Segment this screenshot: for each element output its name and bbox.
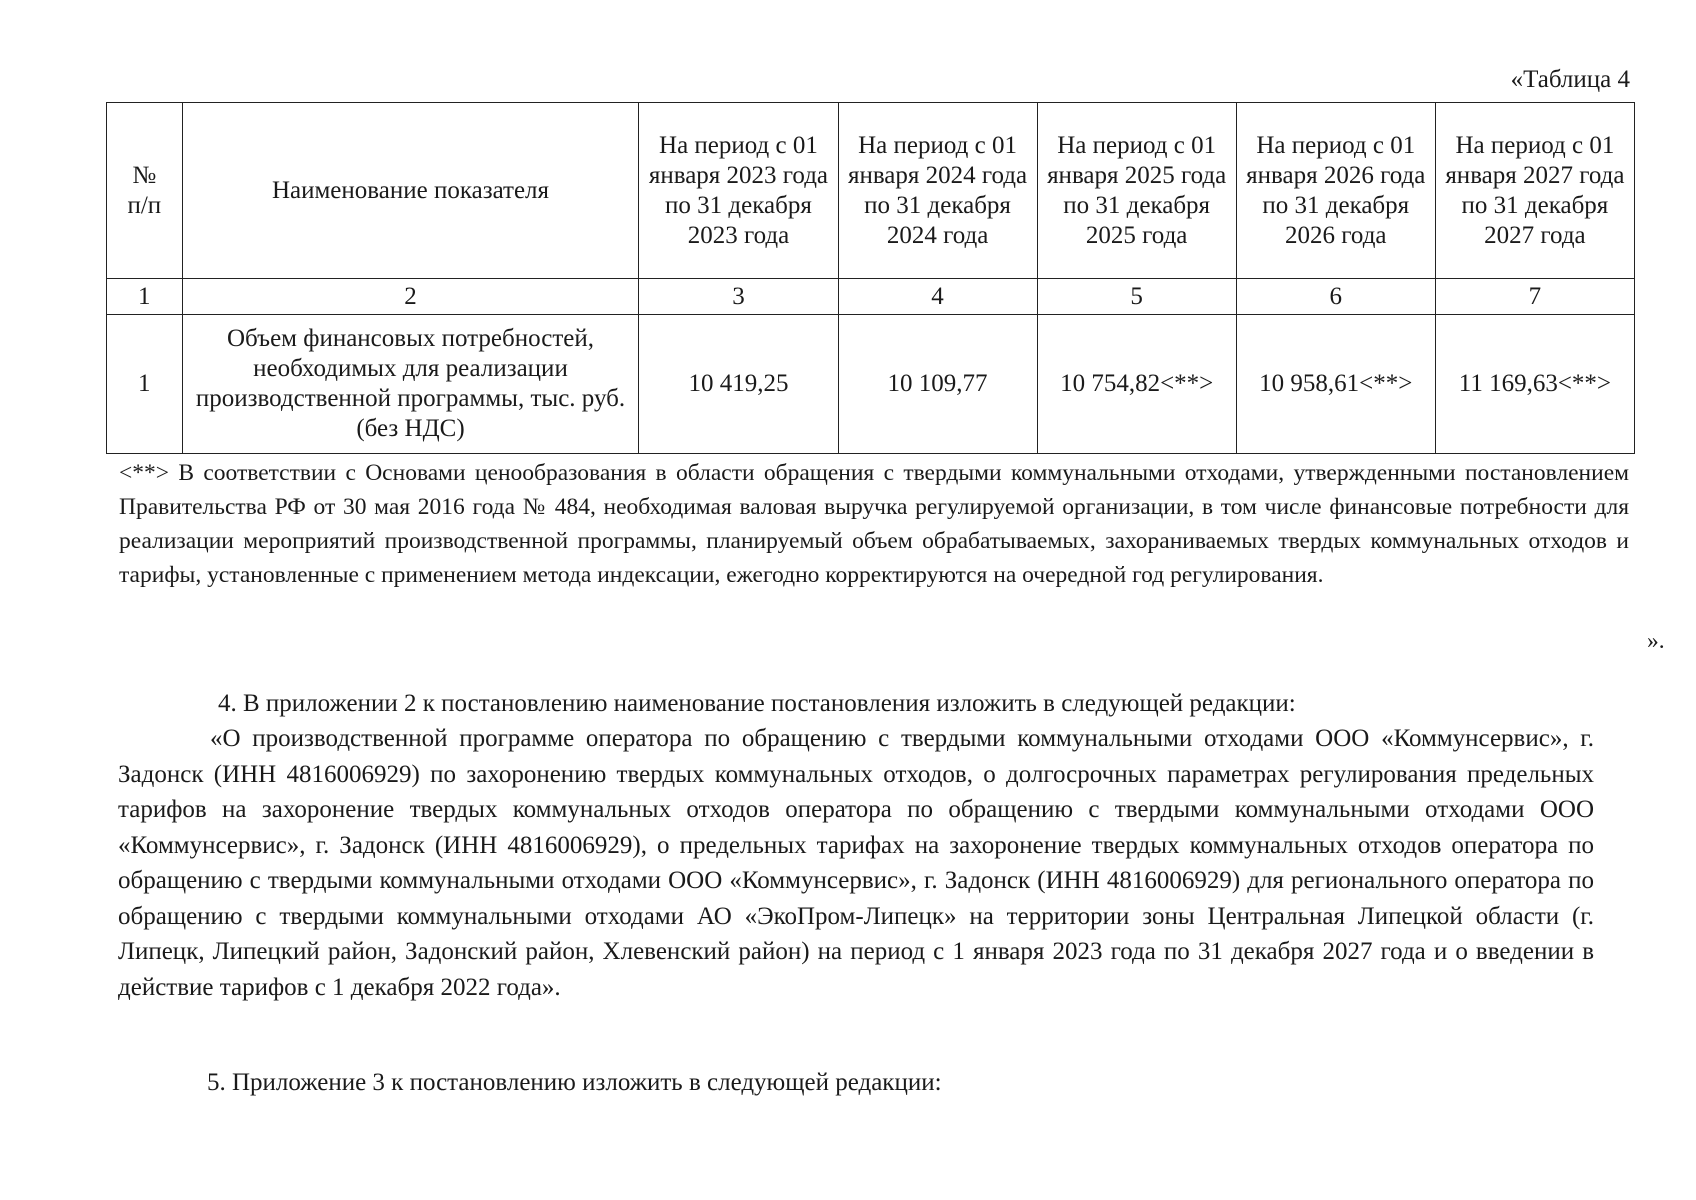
column-number: 1 [107, 279, 183, 315]
paragraph-4-quote: «О производственной программе оператора по обращению с твердыми коммунальными отходами ООО «Коммунсервис», г. Задонск (ИНН 4816006929) по захоронению твердых коммунальных отходов, о долгосрочных параметрах регулирования предельных тарифов на захоронение твердых коммунальных отходов оператора по обращению с твердыми коммунальными отходами ООО «Коммунсервис», г. Задонск (ИНН 4816006929), о предельных тарифах на захоронение твердых коммунальных отходов оператора по обращению с твердыми коммунальными отходами ООО «Коммунсервис», г. Задонск (ИНН 4816006929) для регионального оператора по обращению с твердыми коммунальными отходами АО «ЭкоПром-Липецк» на территории зоны Центральная Липецкой области (г. Липецк, Липецкий район, Задонский район, Хлевенский район) на период с 1 января 2023 года по 31 декабря 2027 года и о введении в действие тарифов с 1 декабря 2022 года». [118, 725, 1594, 1001]
table-label: «Таблица 4 [1510, 66, 1630, 93]
value-2027: 11 169,63<**> [1435, 315, 1634, 454]
header-period-2024: На период с 01 января 2024 года по 31 декабря 2024 года [838, 103, 1037, 279]
header-num: № п/п [107, 103, 183, 279]
value-2023: 10 419,25 [639, 315, 838, 454]
column-number: 6 [1236, 279, 1435, 315]
value-2026: 10 958,61<**> [1236, 315, 1435, 454]
header-period-2025: На период с 01 января 2025 года по 31 декабря 2025 года [1037, 103, 1236, 279]
paragraph-5: 5. Приложение 3 к постановлению изложить в следующей редакции: [207, 1069, 942, 1096]
column-number-row [107, 279, 1635, 315]
table-header-row [107, 103, 1635, 279]
header-period-2027: На период с 01 января 2027 года по 31 декабря 2027 года [1435, 103, 1634, 279]
column-number: 3 [639, 279, 838, 315]
column-number: 2 [182, 279, 639, 315]
header-period-2026: На период с 01 января 2026 года по 31 декабря 2026 года [1236, 103, 1435, 279]
column-number: 7 [1435, 279, 1634, 315]
value-2025: 10 754,82<**> [1037, 315, 1236, 454]
header-indicator-name: Наименование показателя [182, 103, 639, 279]
column-number: 5 [1037, 279, 1236, 315]
column-number: 4 [838, 279, 1037, 315]
indicator-name: Объем финансовых потребностей, необходимых для реализации производственной программы, тыс. руб. (без НДС) [182, 315, 639, 454]
closing-quote: ». [1647, 628, 1665, 654]
footnote: <**> В соответствии с Основами ценообразования в области обращения с твердыми коммунальными отходами, утвержденными постановлением Правительства РФ от 30 мая 2016 года № 484, необходимая валовая выручка регулируемой организации, в том числе финансовые потребности для реализации мероприятий производственной программы, планируемый объем обрабатываемых, захораниваемых твердых коммунальных отходов и тарифы, установленные с применением метода индексации, ежегодно корректируются на очередной год регулирования. [119, 460, 1629, 588]
table-row [107, 315, 1635, 454]
indicator-table [106, 102, 1635, 454]
header-period-2023: На период с 01 января 2023 года по 31 декабря 2023 года [639, 103, 838, 279]
paragraph-4: 4. В приложении 2 к постановлению наименование постановления изложить в следующей редакции: [218, 690, 1296, 717]
value-2024: 10 109,77 [838, 315, 1037, 454]
row-number: 1 [107, 315, 183, 454]
